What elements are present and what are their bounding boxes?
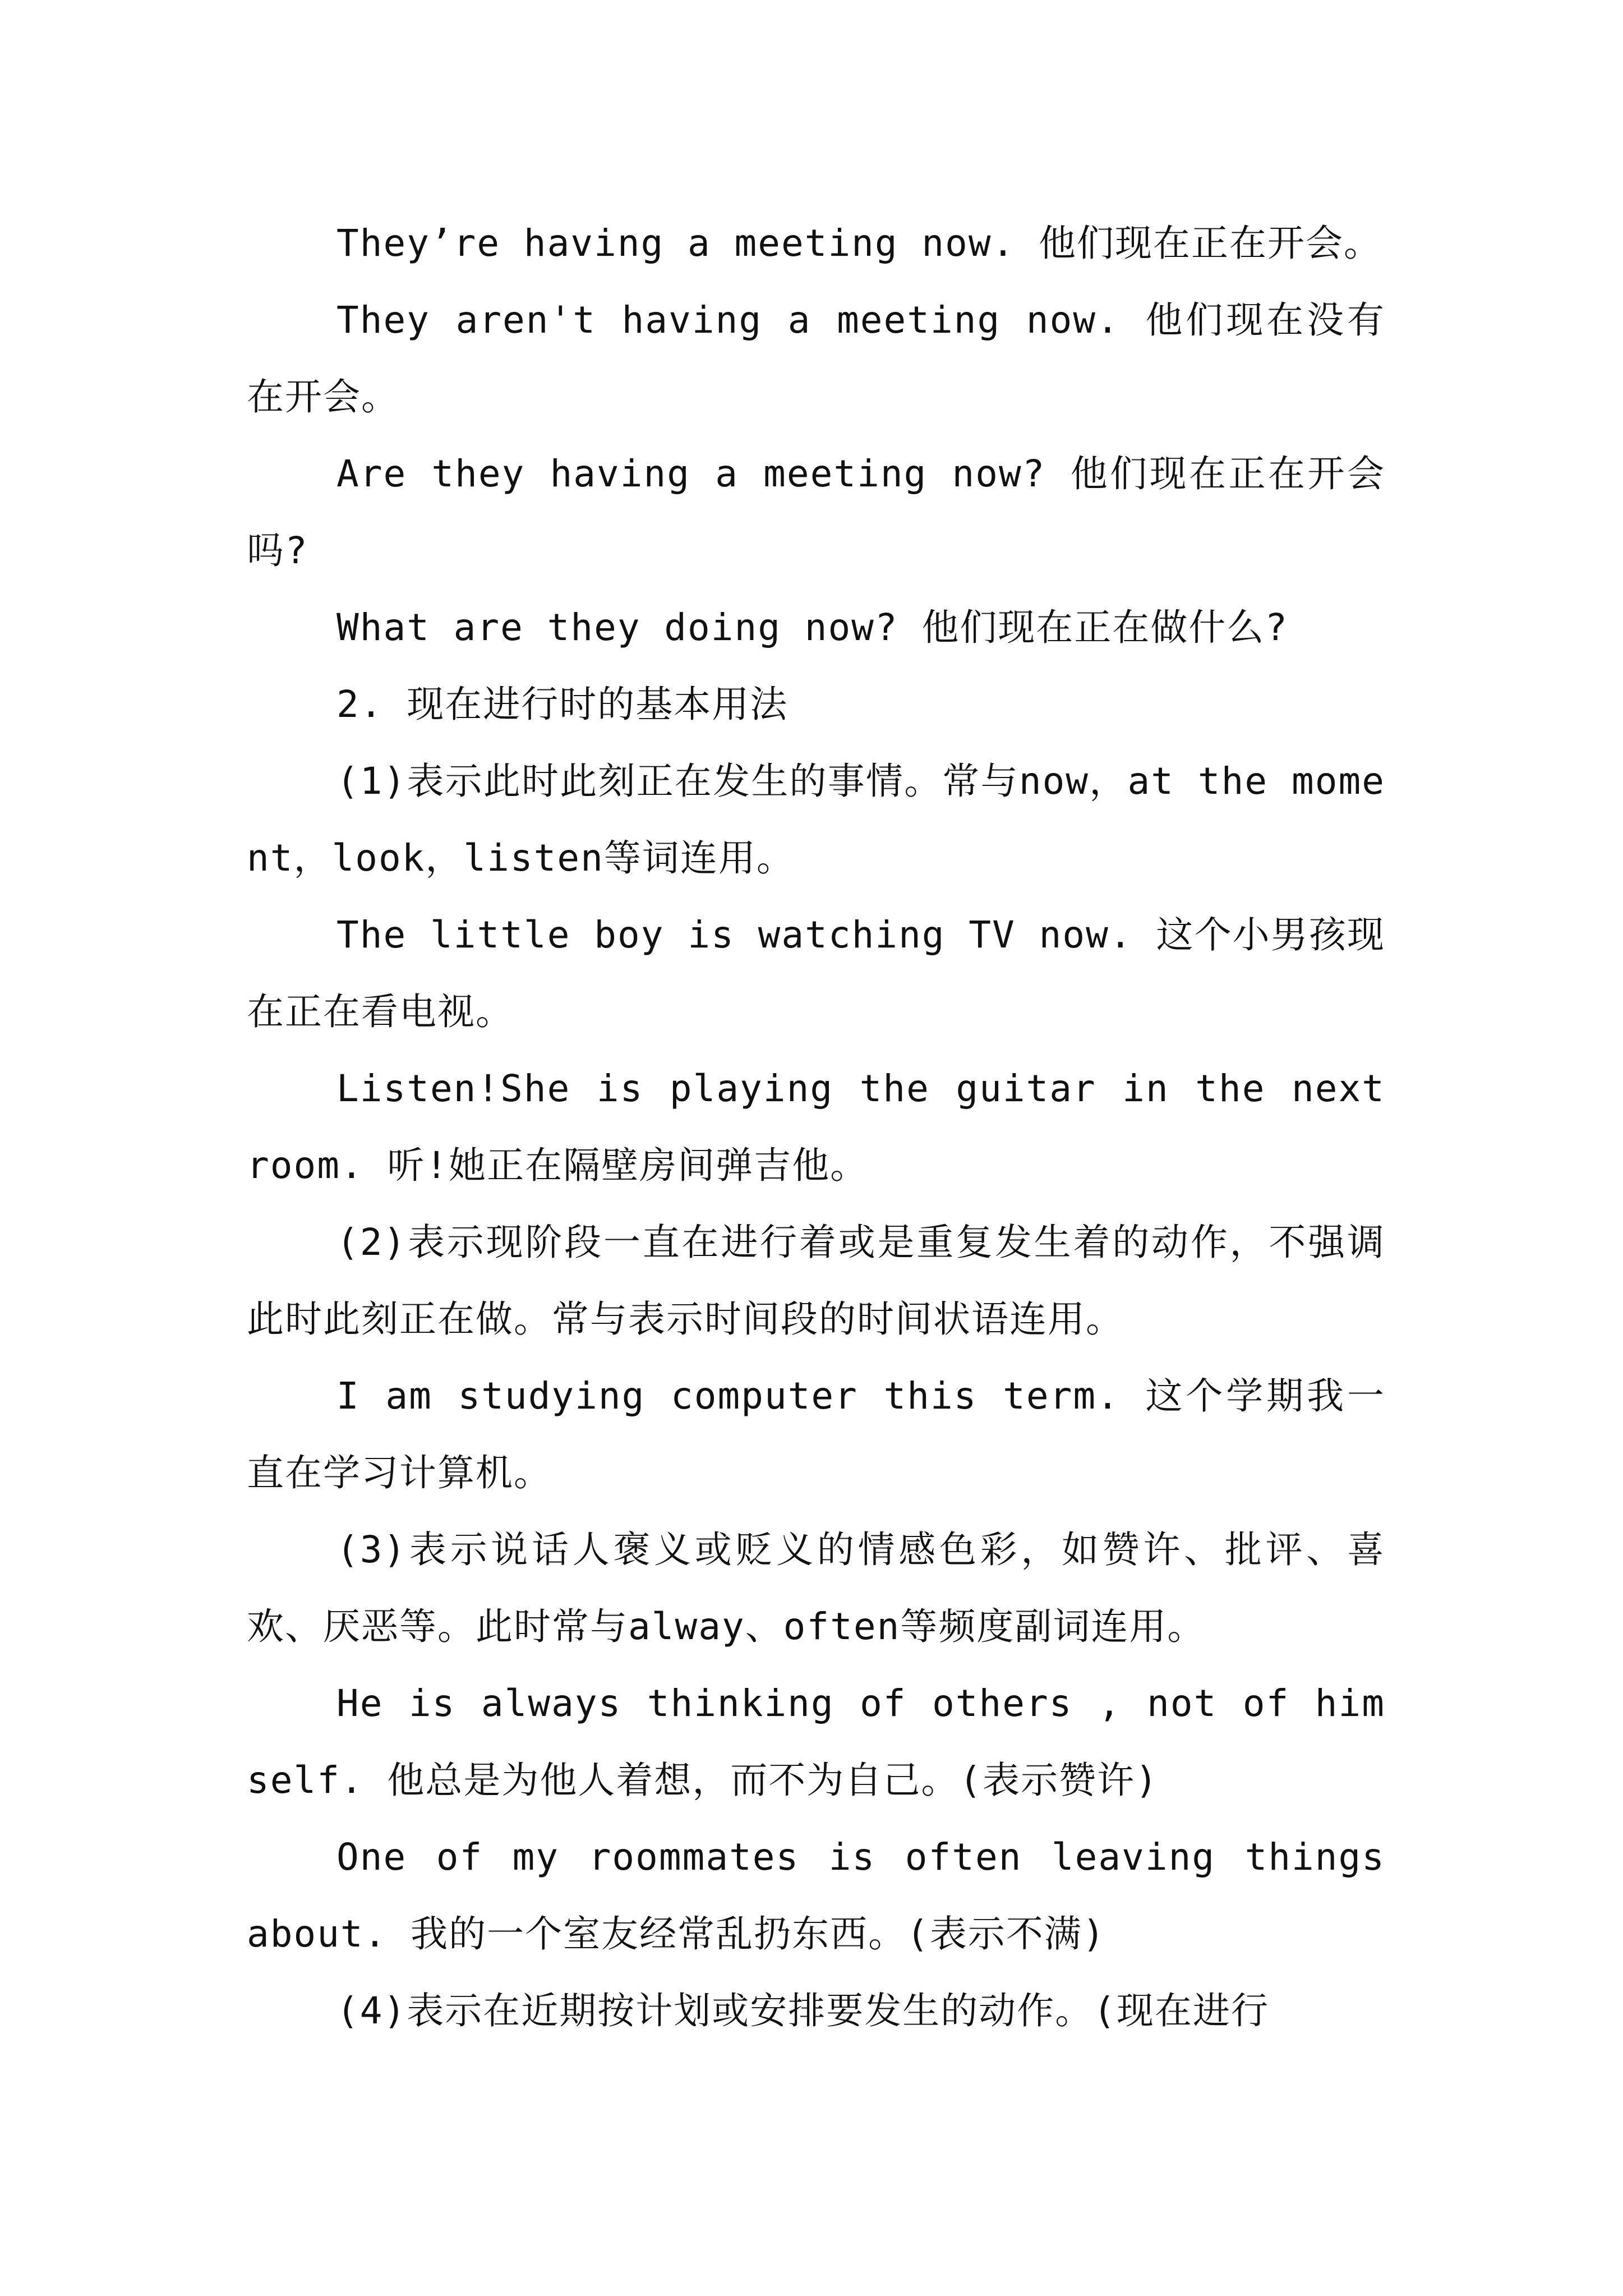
usage-rule-1: (1)表示此时此刻正在发生的事情。常与now，at the moment，look，listen等词连用。	[247, 760, 1385, 880]
usage-rule-2: (2)表示现阶段一直在进行着或是重复发生着的动作，不强调此时此刻正在做。常与表示时间段的时间状语连用。	[247, 1221, 1385, 1341]
usage-example-3b: One of my roommates is often leaving things about. 我的一个室友经常乱扔东西。(表示不满)	[247, 1835, 1385, 1955]
example-sentence-wh-question: What are they doing now? 他们现在正在做什么?	[336, 606, 1289, 649]
example-sentence-negative: They aren't having a meeting now. 他们现在没有在开会。	[247, 298, 1385, 418]
usage-example-1b: Listen!She is playing the guitar in the next room. 听!她正在隔壁房间弹吉他。	[247, 1067, 1385, 1187]
document-body	[247, 205, 1385, 2049]
usage-example-1a: The little boy is watching TV now. 这个小男孩现在正在看电视。	[247, 913, 1385, 1033]
usage-rule-3: (3)表示说话人褒义或贬义的情感色彩，如赞许、批评、喜欢、厌恶等。此时常与alway、often等频度副词连用。	[247, 1528, 1385, 1648]
example-sentence-affirmative: They’re having a meeting now. 他们现在正在开会。	[336, 222, 1382, 265]
usage-example-2: I am studying computer this term. 这个学期我一直在学习计算机。	[247, 1374, 1385, 1494]
usage-example-3a: He is always thinking of others , not of himself. 他总是为他人着想，而不为自己。(表示赞许)	[247, 1682, 1385, 1802]
usage-rule-4: (4)表示在近期按计划或安排要发生的动作。(现在进行	[336, 1989, 1269, 2032]
example-sentence-question: Are they having a meeting now? 他们现在正在开会吗?	[247, 452, 1385, 572]
section-heading: 2. 现在进行时的基本用法	[336, 683, 789, 726]
